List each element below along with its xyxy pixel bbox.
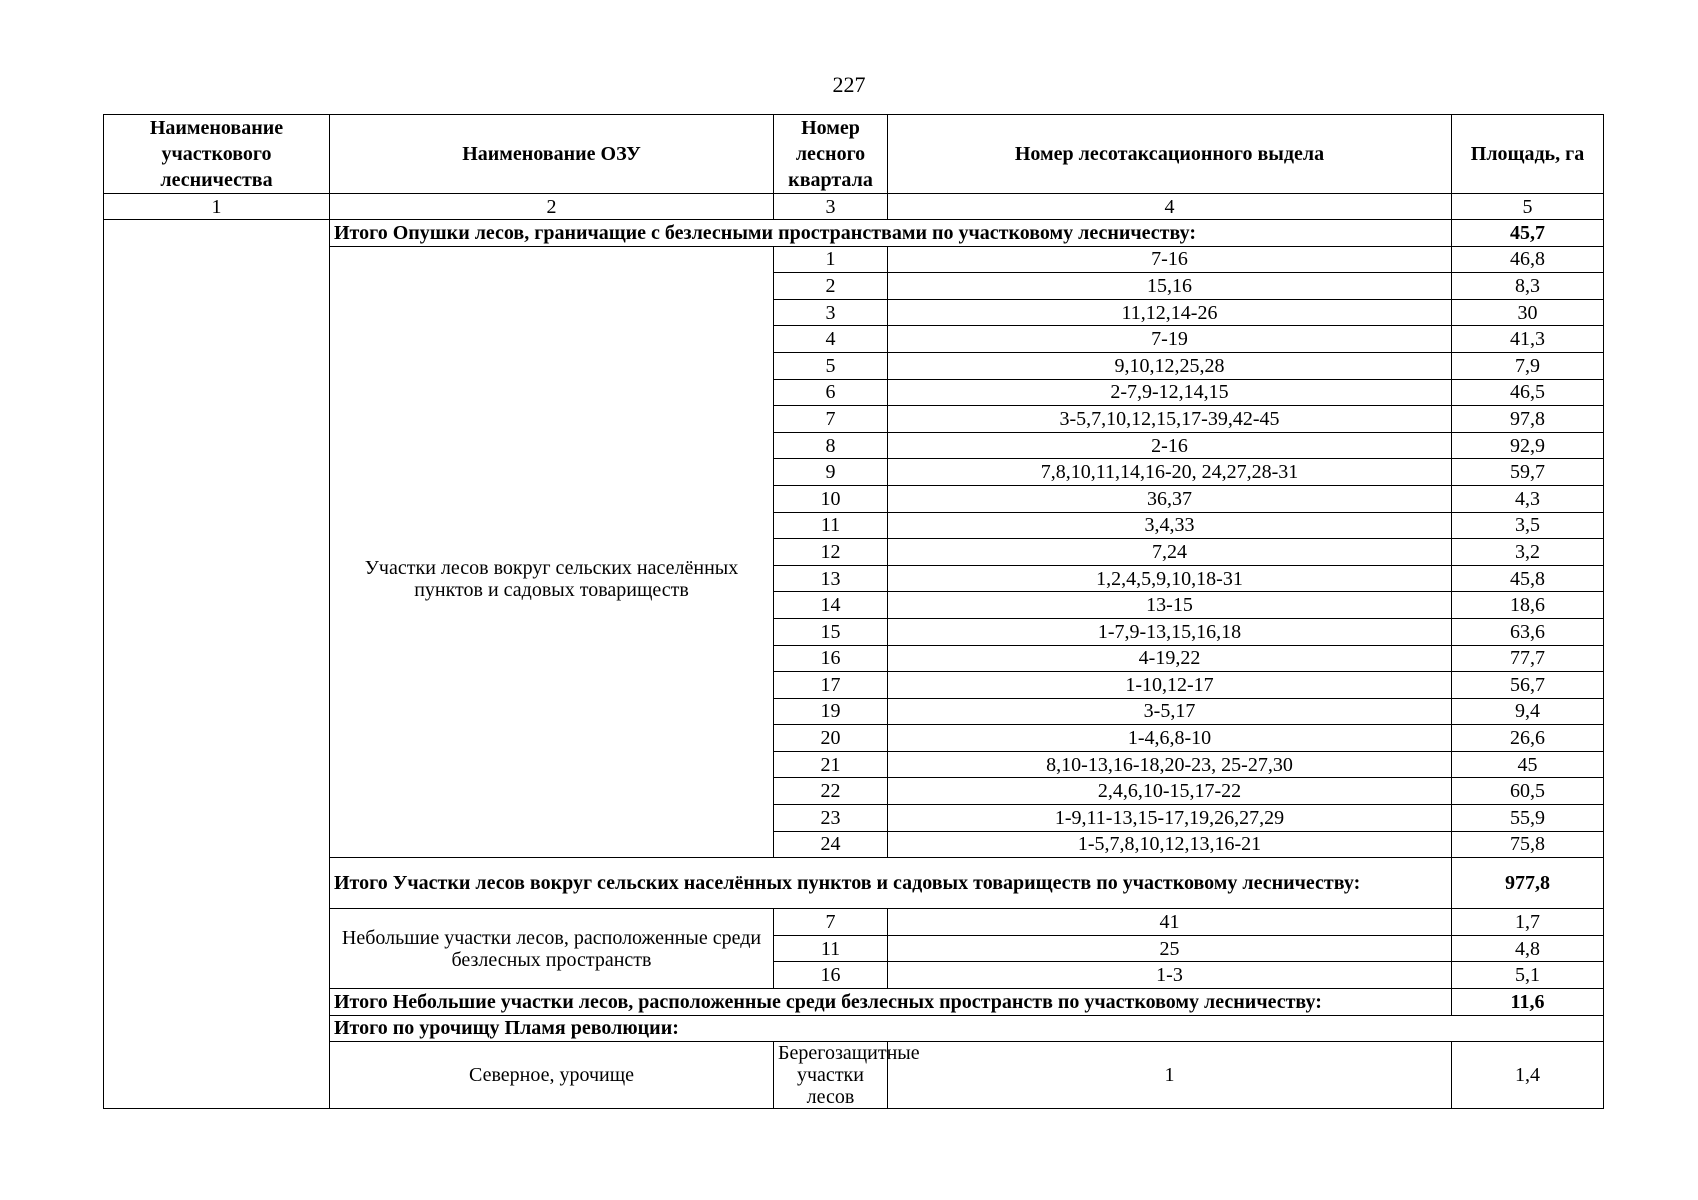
total-edges-row	[104, 220, 1604, 247]
vydel-cell: 1-3	[888, 962, 1452, 989]
area-cell: 18,6	[1452, 592, 1604, 619]
vydel-cell: 1-7,9-13,15,16,18	[888, 618, 1452, 645]
kvartal-cell: 1	[774, 246, 888, 273]
vydel-cell: 15,16	[888, 273, 1452, 300]
vydel-cell: 1-5,7,8,10,12,13,16-21	[888, 831, 1452, 858]
column-number-row	[104, 194, 1604, 220]
area-cell: 46,8	[1452, 246, 1604, 273]
kvartal-cell: 12	[774, 539, 888, 566]
kvartal-cell: 7	[774, 406, 888, 433]
area-cell: 1,7	[1452, 909, 1604, 936]
ozu-name-cell	[330, 909, 774, 989]
area-cell: 26,6	[1452, 725, 1604, 752]
kvartal-cell: 16	[774, 962, 888, 989]
area-cell: 59,7	[1452, 459, 1604, 486]
area-cell: 8,3	[1452, 273, 1604, 300]
kvartal-cell: 6	[774, 379, 888, 406]
area-cell: 45	[1452, 751, 1604, 778]
kvartal-cell: 7	[774, 909, 888, 936]
area-cell: 30	[1452, 299, 1604, 326]
kvartal-cell: 11	[774, 935, 888, 962]
header-forestry: Наименование участкового лесничества	[104, 115, 330, 194]
area-cell: 9,4	[1452, 698, 1604, 725]
vydel-cell: 1-9,11-13,15-17,19,26,27,29	[888, 805, 1452, 832]
forestry-name-cell	[104, 220, 330, 1109]
area-cell: 60,5	[1452, 778, 1604, 805]
kvartal-cell: 24	[774, 831, 888, 858]
area-cell: 3,5	[1452, 512, 1604, 539]
area-cell: 46,5	[1452, 379, 1604, 406]
kvartal-cell: 5	[774, 352, 888, 379]
ozu-name-cell: Берегозащитные участки лесов	[774, 1042, 888, 1109]
vydel-cell: 7,8,10,11,14,16-20, 24,27,28-31	[888, 459, 1452, 486]
vydel-cell: 1,2,4,5,9,10,18-31	[888, 565, 1452, 592]
header-ozu: Наименование ОЗУ	[330, 115, 774, 194]
area-cell: 5,1	[1452, 962, 1604, 989]
page-number: 227	[832, 72, 866, 97]
area-cell: 97,8	[1452, 406, 1604, 433]
vydel-cell: 3-5,17	[888, 698, 1452, 725]
area-cell: 92,9	[1452, 432, 1604, 459]
kvartal-cell: 21	[774, 751, 888, 778]
column-number: 4	[888, 194, 1452, 220]
ozu-name-cell	[330, 246, 774, 858]
kvartal-cell: 13	[774, 565, 888, 592]
total-edges-value: 45,7	[1452, 220, 1604, 247]
vydel-cell: 1-4,6,8-10	[888, 725, 1452, 752]
vydel-cell: 7,24	[888, 539, 1452, 566]
vydel-cell: 1,4	[1452, 1042, 1604, 1109]
total-edges-label: Итого Опушки лесов, граничащие с безлесными пространствами по участковому лесничеству:	[330, 220, 1452, 247]
vydel-cell: 13-15	[888, 592, 1452, 619]
area-cell: 77,7	[1452, 645, 1604, 672]
area-cell: 7,9	[1452, 352, 1604, 379]
total-small-plots-label: Итого Небольшие участки лесов, расположенные среди безлесных пространств по участковому лесничеству:	[330, 989, 1452, 1016]
ozu-name: Участки лесов вокруг сельских населённых пунктов и садовых товариществ	[364, 556, 739, 601]
vydel-cell: 2-16	[888, 432, 1452, 459]
area-cell: 45,8	[1452, 565, 1604, 592]
header-area: Площадь, га	[1452, 115, 1604, 194]
kvartal-cell: 17	[774, 672, 888, 699]
vydel-cell: 2,4,6,10-15,17-22	[888, 778, 1452, 805]
kvartal-cell: 10	[774, 485, 888, 512]
total-settlements-value: 977,8	[1452, 858, 1604, 909]
kvartal-cell: 9	[774, 459, 888, 486]
area-cell: 41,3	[1452, 326, 1604, 353]
area-cell: 4,8	[1452, 935, 1604, 962]
total-small-plots-value: 11,6	[1452, 989, 1604, 1016]
vydel-cell: 36,37	[888, 485, 1452, 512]
total-settlements-label: Итого Участки лесов вокруг сельских населённых пунктов и садовых товариществ по участковому лесничеству:	[330, 858, 1452, 909]
area-cell: 56,7	[1452, 672, 1604, 699]
vydel-cell: 4-19,22	[888, 645, 1452, 672]
kvartal-cell: 19	[774, 698, 888, 725]
area-cell: 3,2	[1452, 539, 1604, 566]
kvartal-cell: 4	[774, 326, 888, 353]
column-number: 1	[104, 194, 330, 220]
column-number: 3	[774, 194, 888, 220]
kvartal-cell: 3	[774, 299, 888, 326]
vydel-cell: 2-7,9-12,14,15	[888, 379, 1452, 406]
column-number: 2	[330, 194, 774, 220]
kvartal-cell: 8	[774, 432, 888, 459]
vydel-cell: 7-19	[888, 326, 1452, 353]
vydel-cell: 9,10,12,25,28	[888, 352, 1452, 379]
kvartal-cell: 14	[774, 592, 888, 619]
kvartal-cell: 16	[774, 645, 888, 672]
tract-total-label: Итого по урочищу Пламя революции:	[330, 1015, 1604, 1042]
vydel-cell: 1-10,12-17	[888, 672, 1452, 699]
header-vydel: Номер лесотаксационного выдела	[888, 115, 1452, 194]
forest-protection-table	[103, 114, 1604, 1109]
kvartal-cell: 22	[774, 778, 888, 805]
vydel-cell: 7-16	[888, 246, 1452, 273]
vydel-cell: 3-5,7,10,12,15,17-39,42-45	[888, 406, 1452, 433]
kvartal-cell: 2	[774, 273, 888, 300]
forestry-name-cell: Северное, урочище	[330, 1042, 774, 1109]
kvartal-cell: 20	[774, 725, 888, 752]
kvartal-cell: 1	[888, 1042, 1452, 1109]
kvartal-cell: 11	[774, 512, 888, 539]
vydel-cell: 11,12,14-26	[888, 299, 1452, 326]
header-kvartal: Номер лесного квартала	[774, 115, 888, 194]
table-header-row	[104, 115, 1604, 194]
vydel-cell: 41	[888, 909, 1452, 936]
kvartal-cell: 23	[774, 805, 888, 832]
area-cell: 63,6	[1452, 618, 1604, 645]
area-cell: 75,8	[1452, 831, 1604, 858]
area-cell: 4,3	[1452, 485, 1604, 512]
vydel-cell: 8,10-13,16-18,20-23, 25-27,30	[888, 751, 1452, 778]
ozu-name: Небольшие участки лесов, расположенные среди безлесных пространств	[341, 926, 762, 971]
column-number: 5	[1452, 194, 1604, 220]
vydel-cell: 3,4,33	[888, 512, 1452, 539]
kvartal-cell: 15	[774, 618, 888, 645]
vydel-cell: 25	[888, 935, 1452, 962]
area-cell: 55,9	[1452, 805, 1604, 832]
